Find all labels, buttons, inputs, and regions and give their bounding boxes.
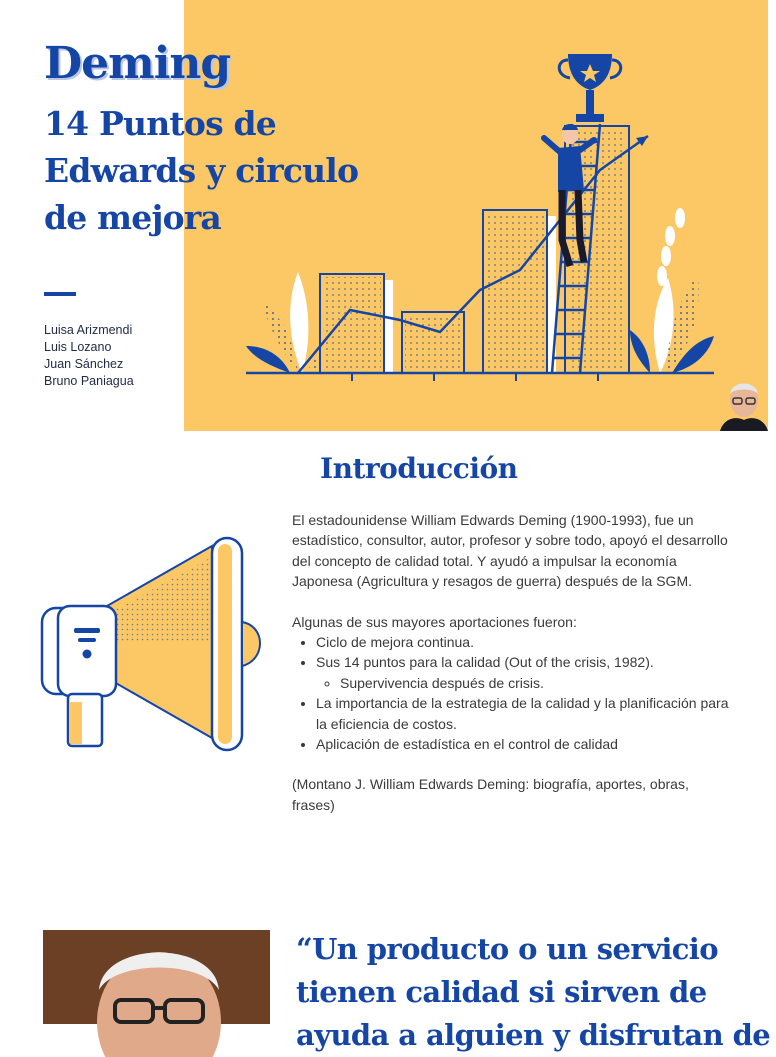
growth-chart-illustration	[240, 40, 720, 385]
intro-paragraph: El estadounidense William Edwards Deming (1900-1993), fue un estadístico, consultor, autor, profesor y sobre todo, apoyó el desarrollo del concepto de calidad total. Y ayudó a impulsar la economía Japonesa (Agricultura y resagos de guerra) después de la SGM.	[292, 512, 728, 590]
deming-portrait-small	[720, 376, 768, 431]
megaphone-icon	[40, 532, 270, 754]
list-item: • La importancia de la estrategia de la calidad y la planificación para la eficiencia de costos.	[316, 693, 732, 734]
page-title: Deming	[44, 38, 231, 89]
list-item: • Aplicación de estadística en el control de calidad	[316, 734, 732, 754]
page-subtitle: 14 Puntos de Edwards y circulo de mejora	[44, 104, 359, 237]
author-item: Luisa Arizmendi	[44, 323, 133, 337]
plant-right-icon	[630, 208, 714, 373]
contributions-list	[292, 632, 732, 754]
citation: (Montano J. William Edwards Deming: biografía, aportes, obras, frases)	[292, 776, 689, 813]
author-item: Luis Lozano	[44, 340, 112, 354]
quote: “Un producto o un servicio tienen calidad si sirven de ayuda a alguien y disfrutan de	[296, 932, 771, 1052]
list-item: ◦ Supervivencia después de crisis.	[340, 673, 732, 693]
intro-heading: Introducción	[320, 452, 518, 485]
trophy-icon	[559, 54, 621, 122]
author-item: Juan Sánchez	[44, 357, 124, 371]
contributions-lead: Algunas de sus mayores aportaciones fueron:	[292, 613, 577, 630]
intro-body	[292, 510, 732, 815]
list-item: • Sus 14 puntos para la calidad (Out of the crisis, 1982). ◦ Supervivencia después de crisis.	[316, 652, 732, 693]
sub-list	[316, 673, 732, 693]
title-divider	[44, 292, 76, 296]
author-list	[44, 322, 134, 390]
list-item: • Ciclo de mejora continua.	[316, 632, 732, 652]
author-item: Bruno Paniagua	[44, 374, 134, 388]
deming-portrait-large	[43, 930, 270, 1024]
